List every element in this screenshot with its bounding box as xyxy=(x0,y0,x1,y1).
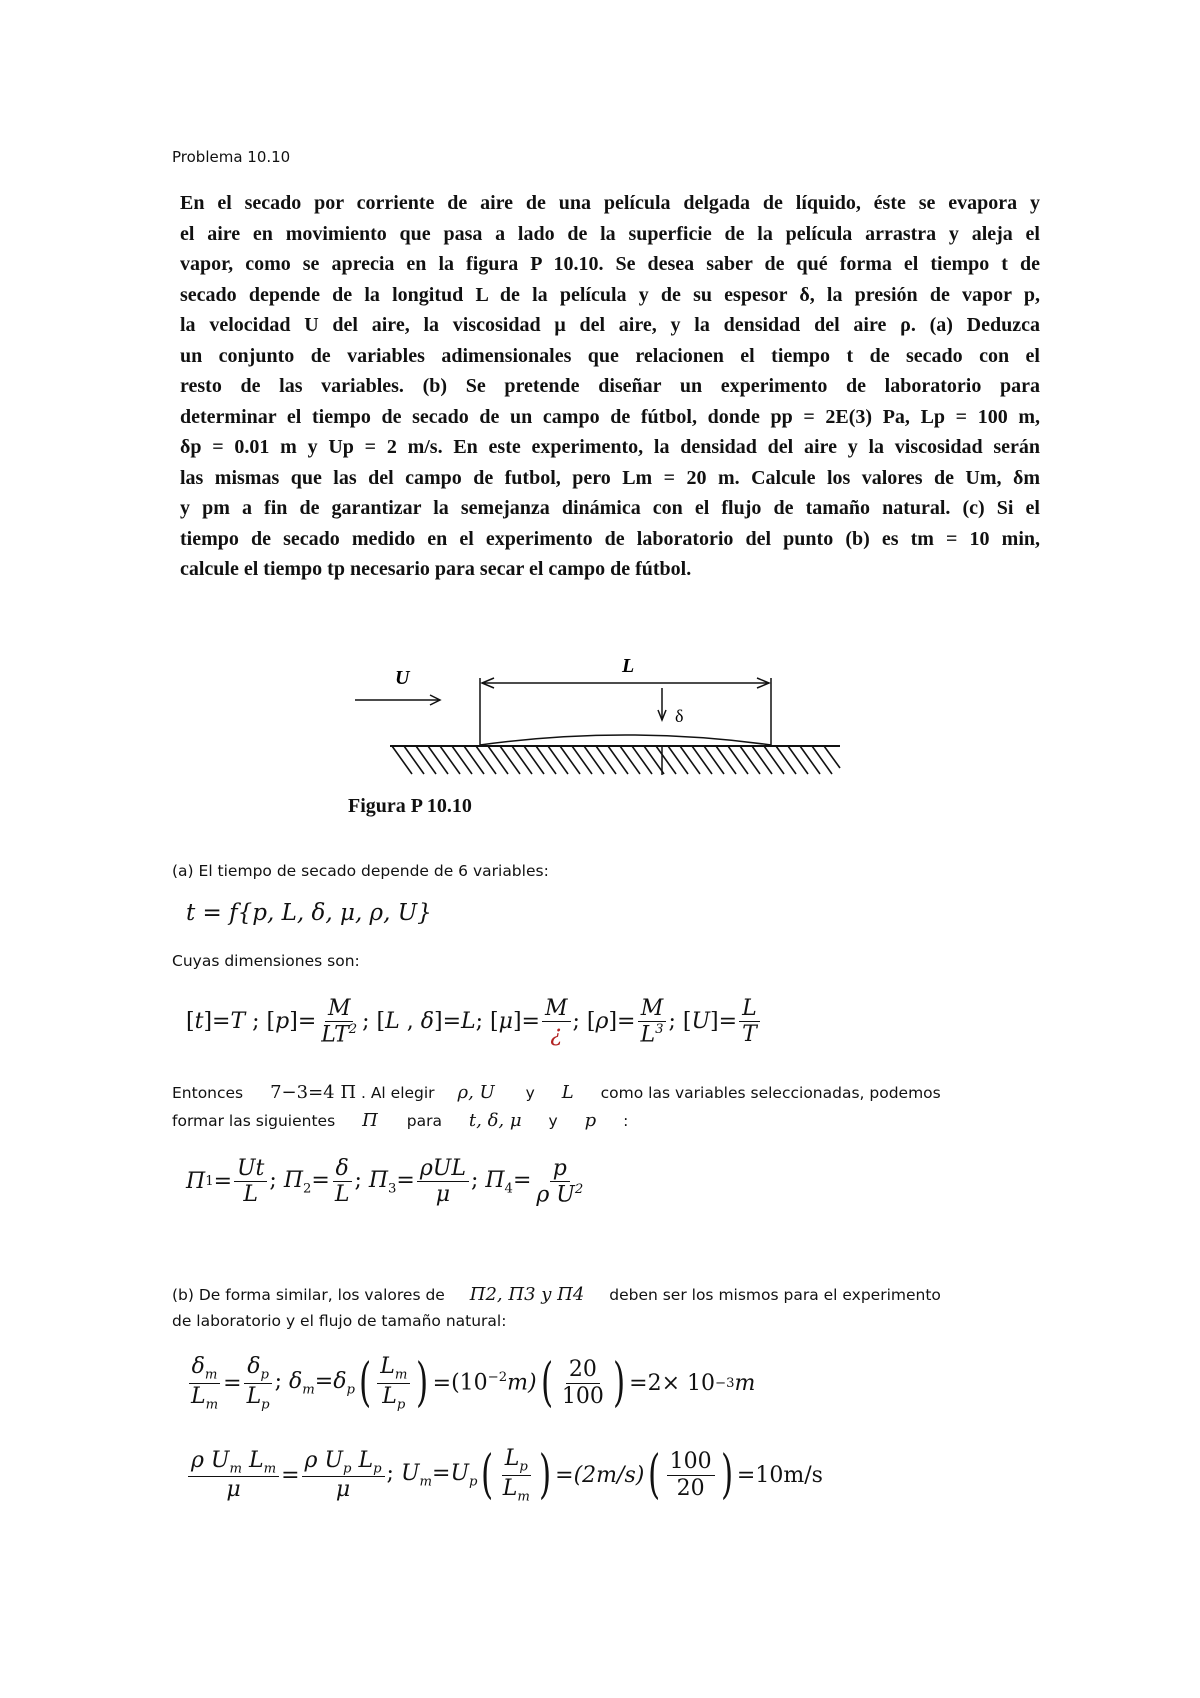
colon: : xyxy=(623,1112,629,1130)
form-text: formar las siguientes xyxy=(172,1112,336,1130)
statement-line: un conjunto de variables adimensionales que relacionen el tiempo t de secado con el xyxy=(180,344,1040,367)
part-b-intro-start: (b) De forma similar, los valores de xyxy=(172,1286,445,1304)
statement-line: calcule el tiempo tp necesario para secar el campo de fútbol. xyxy=(180,558,692,580)
label-U: U xyxy=(395,667,410,689)
choose-text: . Al elegir xyxy=(360,1084,435,1102)
form-sentence xyxy=(172,1110,628,1131)
function-equation: t = f{p, L, δ, μ, ρ, U} xyxy=(186,900,432,926)
figure-caption: Figura P 10.10 xyxy=(348,795,472,817)
pi-list: Π2, Π3 y Π4 xyxy=(469,1284,585,1305)
chosen-vars: ρ, U xyxy=(457,1082,495,1103)
num-20b: 20 xyxy=(676,1475,705,1501)
delta-similarity-equation: $\frac{\delta_m}{L_m}$ = $\frac{\delta_p}{L_p}$ ; $\delta_m=\delta_p$ ( $\frac{L_m}{L_p}$ ) = $(10^{-2}m)$ ( $\frac{20}{100}$ ) =2× 10 −3 m xyxy=(186,1354,755,1412)
part-b-intro-end: deben ser los mismos para el experimento xyxy=(609,1286,941,1304)
statement-line: secado depende de la longitud L de la película y de su espesor δ, la presión de vapor p, xyxy=(180,283,1040,306)
num-100b: 100 xyxy=(667,1449,715,1475)
factor-10: (10 xyxy=(451,1370,488,1396)
problem-statement xyxy=(180,188,1040,585)
dimensions-equation: [t]=T ; [p]= $\frac{M}{LT^2}$ ; [L , δ]=L; [μ]= $\frac{M}{¿}$ ; [ρ]= $\frac{M}{L^3}$ ; [U]= $\frac{L}{T}$ xyxy=(186,996,762,1048)
result-delta: =2× 10 xyxy=(629,1370,716,1396)
result-delta-unit: m xyxy=(734,1370,756,1396)
num-20: 20 xyxy=(566,1357,600,1383)
statement-line: vapor, como se aprecia en la figura P 10.10. Se desea saber de qué forma el tiempo t de xyxy=(180,253,1040,275)
result-U: =10m/s xyxy=(736,1462,823,1488)
ground-hatching xyxy=(392,746,840,774)
chosen-L: L xyxy=(561,1082,574,1103)
selection-sentence xyxy=(172,1082,1032,1103)
statement-line: la velocidad U del aire, la viscosidad μ del aire, y la densidad del aire ρ. (a) Deduzca xyxy=(180,314,1040,336)
part-b-intro xyxy=(172,1284,941,1305)
for-vars: t, δ, μ xyxy=(468,1110,522,1131)
factor-2ms: (2m/s) xyxy=(573,1462,645,1488)
velocity-similarity-equation: $\frac{\rho U_m L_m}{\mu}$ = $\frac{\rho U_p L_p}{\mu}$ ; $U_m=U_p$ ( $\frac{L_p}{L_m}$ ) = (2m/s) ( $\frac{100}{20}$ ) =10m/s xyxy=(186,1446,823,1504)
then-word: Entonces xyxy=(172,1084,244,1102)
label-delta: δ xyxy=(675,706,684,726)
part-a-intro: (a) El tiempo de secado depende de 6 variables: xyxy=(172,862,549,880)
y-word: y xyxy=(525,1084,535,1102)
statement-line: resto de las variables. (b) Se pretende diseñar un experimento de laboratorio para xyxy=(180,375,1040,397)
statement-line: tiempo de secado medido en el experimento de laboratorio del punto (b) es tm = 10 min, xyxy=(180,527,1040,550)
pi-groups-equation: Π 1 = $\frac{Ut}{L}$ ; $\Pi_2=$ $\frac{\delta}{L}$ ; $\Pi_3=$ $\frac{\text{ρUL}}{\mu}$ ; $\Pi_4=$ $\frac{p}{\rho U^2}$ xyxy=(186,1156,584,1208)
label-L: L xyxy=(622,655,635,677)
as-selected-text: como las variables seleccionadas, podemos xyxy=(600,1084,941,1102)
figure-p-10-10 xyxy=(340,650,860,790)
problem-heading: Problema 10.10 xyxy=(172,148,291,166)
statement-line: δp = 0.01 m y Up = 2 m/s. En este experimento, la densidad del aire y la viscosidad serán xyxy=(180,436,1040,458)
statement-line: las mismas que las del campo de futbol, pero Lm = 20 m. Calcule los valores de Um, δm xyxy=(180,466,1040,489)
result-delta-exp: −3 xyxy=(715,1375,735,1391)
y-word-2: y xyxy=(548,1112,558,1130)
p-var: p xyxy=(584,1110,597,1131)
for-word: para xyxy=(406,1112,442,1130)
num-100: 100 xyxy=(561,1383,604,1409)
pi-count: 7−3=4 Π xyxy=(270,1082,357,1103)
statement-line: En el secado por corriente de aire de una película delgada de líquido, éste se evapora y xyxy=(180,192,1040,214)
liquid-film xyxy=(480,735,771,745)
pi-symbol: Π xyxy=(362,1110,378,1131)
factor-10-exp: −2 xyxy=(487,1370,508,1386)
statement-line: el aire en movimiento que pasa a lado de la superficie de la película arrastra y aleja el xyxy=(180,222,1040,245)
statement-line: determinar el tiempo de secado de un campo de fútbol, donde pp = 2E(3) Pa, Lp = 100 m, xyxy=(180,405,1040,428)
dimensions-intro: Cuyas dimensiones son: xyxy=(172,952,360,970)
part-b-intro-line2: de laboratorio y el flujo de tamaño natural: xyxy=(172,1312,507,1330)
factor-m: m) xyxy=(507,1370,537,1396)
statement-line: y pm a fin de garantizar la semejanza dinámica con el flujo de tamaño natural. (c) Si el xyxy=(180,497,1040,519)
